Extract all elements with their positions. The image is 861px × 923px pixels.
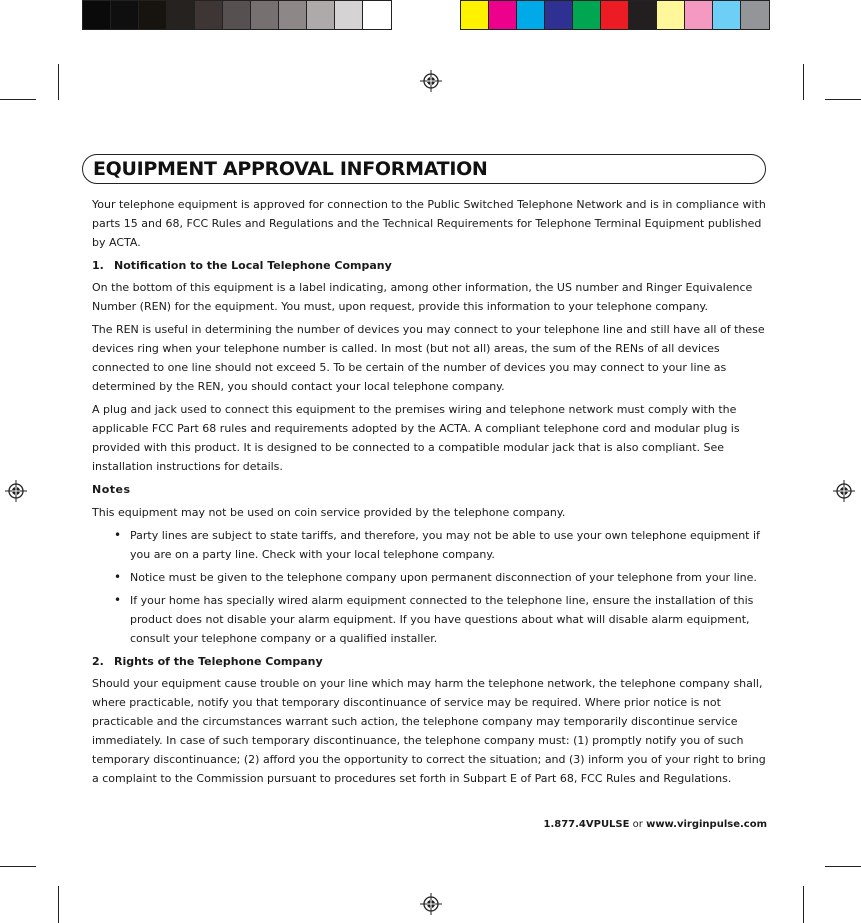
footer-or: or <box>632 819 643 830</box>
registration-mark-icon <box>833 480 855 502</box>
section-title: Notification to the Local Telephone Company <box>114 259 392 272</box>
swatch <box>601 1 629 29</box>
color-swatch-bar <box>460 0 770 30</box>
crop-mark <box>803 886 804 923</box>
crop-mark <box>58 64 59 100</box>
list-item-text: Party lines are subject to state tariffs, and therefore, you may not be able to use your own telephone equipment if you are on a party line. Check with your local telephone company. <box>130 529 760 561</box>
swatch <box>167 1 195 29</box>
registration-mark-icon <box>420 893 442 915</box>
page-title: EQUIPMENT APPROVAL INFORMATION <box>93 158 488 180</box>
bullet-icon: • <box>114 570 122 584</box>
swatch <box>335 1 363 29</box>
swatch <box>111 1 139 29</box>
footer-contact <box>543 819 767 830</box>
swatch <box>629 1 657 29</box>
swatch <box>517 1 545 29</box>
crop-mark <box>0 866 36 867</box>
swatch <box>195 1 223 29</box>
bullet-icon: • <box>114 528 122 542</box>
notes-heading: Notes <box>92 483 131 496</box>
list-item-text: Notice must be given to the telephone company upon permanent disconnection of your telephone from your line. <box>130 571 757 584</box>
paragraph: On the bottom of this equipment is a label indicating, among other information, the US number and Ringer Equivalence Number (REN) for the equipment. You must, upon request, provide this information to your telephone company. <box>92 281 753 313</box>
list-item <box>114 591 767 648</box>
notes-paragraph: This equipment may not be used on coin service provided by the telephone company. <box>92 506 566 519</box>
paragraph: The REN is useful in determining the number of devices you may connect to your telephone line and still have all of these devices ring when your telephone number is called. In most (but not all) areas, the sum of the RENs of all devices connected to one line should not exceed 5. To be certain of the number of devices you may connect to your line as determined by the REN, you should contact your local telephone company. <box>92 323 765 393</box>
intro-paragraph: Your telephone equipment is approved for connection to the Public Switched Telephone Network and is in compliance with parts 15 and 68, FCC Rules and Regulations and the Technical Requirements for Telephone Terminal Equipment published by ACTA. <box>92 198 766 249</box>
section-heading <box>92 652 767 671</box>
bullet-icon: • <box>114 593 122 607</box>
section-title: Rights of the Telephone Company <box>114 655 323 668</box>
swatch <box>279 1 307 29</box>
swatch <box>307 1 335 29</box>
swatch <box>139 1 167 29</box>
section-number: 1. <box>92 259 104 272</box>
swatch <box>545 1 573 29</box>
swatch <box>713 1 741 29</box>
paragraph: A plug and jack used to connect this equipment to the premises wiring and telephone network must comply with the applicable FCC Part 68 rules and requirements adopted by the ACTA. A compliant telephone cord and modular plug is provided with this product. It is designed to be connected to a compatible modular jack that is also compliant. See installation instructions for details. <box>92 403 740 473</box>
list-item-text: If your home has specially wired alarm equipment connected to the telephone line, ensure the installation of this product does not disable your alarm equipment. If you have questions about what will disable alarm equipment, consult your telephone company or a qualified installer. <box>130 594 754 645</box>
swatch <box>363 1 391 29</box>
list-item <box>114 526 767 564</box>
swatch <box>223 1 251 29</box>
swatch <box>657 1 685 29</box>
document-body <box>92 195 767 788</box>
footer-phone: 1.877.4VPULSE <box>543 819 630 830</box>
crop-mark <box>0 99 36 100</box>
crop-mark <box>803 64 804 100</box>
crop-mark <box>58 886 59 923</box>
section-number: 2. <box>92 655 104 668</box>
crop-mark <box>825 866 861 867</box>
swatch <box>461 1 489 29</box>
footer-website-link[interactable]: www.virginpulse.com <box>646 819 767 830</box>
swatch <box>741 1 769 29</box>
list-item <box>114 568 767 587</box>
swatch <box>251 1 279 29</box>
swatch <box>83 1 111 29</box>
title-banner <box>82 154 766 184</box>
registration-mark-icon <box>420 70 442 92</box>
swatch <box>685 1 713 29</box>
swatch <box>489 1 517 29</box>
crop-mark <box>825 99 861 100</box>
paragraph: Should your equipment cause trouble on your line which may harm the telephone network, the telephone company shall, where practicable, notify you that temporary discontinuance of service may be required. Where prior notice is not practicable and the circumstances warrant such action, the telephone company may temporarily discontinue service immediately. In case of such temporary discontinuance, the telephone company must: (1) promptly notify you of such temporary discontinuance; (2) afford you the opportunity to correct the situation; and (3) inform you of your right to bring a complaint to the Commission pursuant to procedures set forth in Subpart E of Part 68, FCC Rules and Regulations. <box>92 677 766 785</box>
swatch <box>573 1 601 29</box>
registration-mark-icon <box>5 480 27 502</box>
grayscale-swatch-bar <box>82 0 392 30</box>
section-heading <box>92 256 767 275</box>
